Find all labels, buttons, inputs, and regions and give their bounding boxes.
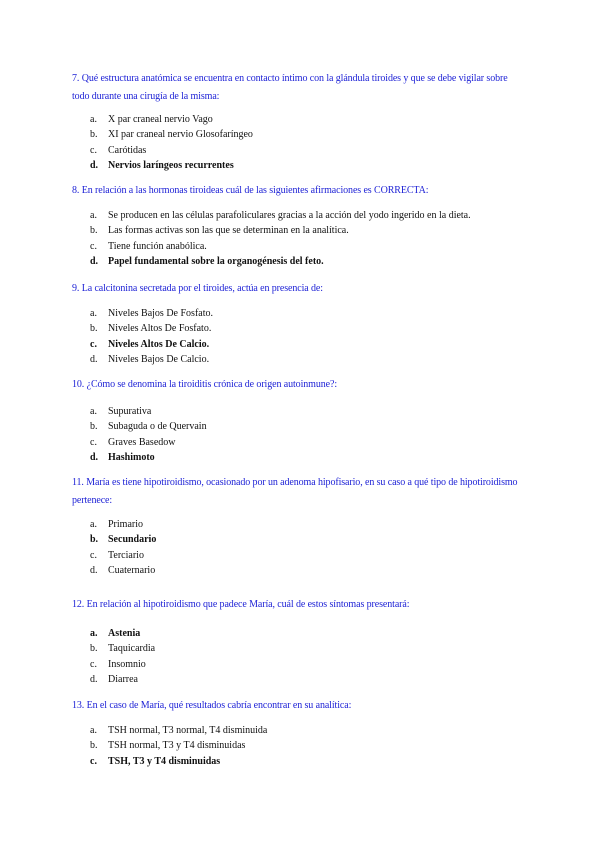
option-text: Las formas activas son las que se determinan en la analítica. bbox=[108, 225, 349, 237]
option-letter: a. bbox=[90, 308, 97, 319]
option-12b bbox=[90, 641, 155, 656]
option-letter: c. bbox=[90, 240, 97, 252]
options-question-11 bbox=[90, 517, 156, 578]
option-letter: a. bbox=[90, 628, 98, 639]
option-8a bbox=[90, 208, 471, 223]
question-11: 11. María es tiene hipotiroidismo, ocasionado por un adenoma hipofisario, en su caso a qué tipo de hipotiroidismo pertenece: bbox=[72, 477, 518, 506]
option-text: Carótidas bbox=[108, 144, 147, 156]
option-11d bbox=[90, 563, 156, 578]
option-text: Niveles Altos De Fosfato. bbox=[108, 323, 212, 335]
option-9a bbox=[90, 306, 213, 321]
option-11b-correct bbox=[90, 532, 156, 547]
option-letter: a. bbox=[90, 406, 97, 417]
option-text: Niveles Altos De Calcio. bbox=[108, 338, 210, 350]
option-7c bbox=[90, 143, 253, 158]
option-text: Supurativa bbox=[108, 406, 152, 417]
option-10b bbox=[90, 419, 207, 434]
option-letter: b. bbox=[90, 323, 98, 335]
option-8b bbox=[90, 223, 471, 238]
option-letter: d. bbox=[90, 353, 98, 365]
option-text: Graves Basedow bbox=[108, 436, 176, 448]
option-text: Papel fundamental sobre la organogénesis del feto. bbox=[108, 255, 324, 267]
option-text: Primario bbox=[108, 519, 143, 530]
option-letter: c. bbox=[90, 144, 97, 156]
option-text: Hashimoto bbox=[108, 451, 155, 463]
option-letter: b. bbox=[90, 740, 98, 752]
option-7a bbox=[90, 112, 253, 127]
option-10c bbox=[90, 435, 207, 450]
option-letter: a. bbox=[90, 519, 97, 530]
option-letter: b. bbox=[90, 421, 98, 433]
option-text: Secundario bbox=[108, 534, 157, 546]
option-letter: c. bbox=[90, 549, 97, 561]
option-letter: b. bbox=[90, 129, 98, 141]
option-12c bbox=[90, 657, 155, 672]
option-8c bbox=[90, 239, 471, 254]
question-12: 12. En relación al hipotiroidismo que padece María, cuál de estos síntomas presentará: bbox=[72, 599, 410, 610]
option-text: XI par craneal nervio Glosofaríngeo bbox=[108, 129, 253, 141]
options-question-10 bbox=[90, 404, 207, 465]
option-10d-correct bbox=[90, 450, 207, 465]
option-13c-correct bbox=[90, 754, 267, 769]
option-9b bbox=[90, 321, 213, 336]
option-text: Niveles Bajos De Fosfato. bbox=[108, 308, 213, 319]
option-text: Nervios laríngeos recurrentes bbox=[108, 159, 234, 171]
option-letter: d. bbox=[90, 159, 99, 171]
option-letter: d. bbox=[90, 451, 99, 463]
option-text: Niveles Bajos De Calcio. bbox=[108, 353, 210, 365]
option-letter: d. bbox=[90, 564, 98, 576]
question-9: 9. La calcitonina secretada por el tiroides, actúa en presencia de: bbox=[72, 283, 323, 294]
question-7: 7. Qué estructura anatómica se encuentra en contacto íntimo con la glándula tiroides y que se debe vigilar sobre todo durante una cirugía de la misma: bbox=[72, 73, 508, 102]
option-11a bbox=[90, 517, 156, 532]
option-text: Cuaternario bbox=[108, 564, 156, 576]
option-text: Astenia bbox=[108, 628, 141, 639]
options-question-7 bbox=[90, 112, 253, 173]
option-7d-correct bbox=[90, 158, 253, 173]
option-letter: b. bbox=[90, 225, 98, 237]
option-text: Taquicardia bbox=[108, 643, 156, 655]
options-question-12 bbox=[90, 626, 155, 687]
option-text: TSH normal, T3 normal, T4 disminuida bbox=[108, 725, 268, 736]
option-letter: b. bbox=[90, 534, 99, 546]
option-9d bbox=[90, 352, 213, 367]
option-letter: c. bbox=[90, 338, 97, 350]
question-10: 10. ¿Cómo se denomina la tiroiditis crónica de origen autoinmune?: bbox=[72, 379, 337, 390]
option-11c bbox=[90, 548, 156, 563]
question-8: 8. En relación a las hormonas tiroideas cuál de las siguientes afirmaciones es CORRECTA: bbox=[72, 185, 429, 196]
option-12d bbox=[90, 672, 155, 687]
option-letter: a. bbox=[90, 210, 97, 221]
option-text: Se producen en las células parafoliculares gracias a la acción del yodo ingerido en la dieta. bbox=[108, 210, 471, 221]
option-letter: c. bbox=[90, 755, 97, 767]
option-letter: d. bbox=[90, 673, 98, 685]
options-question-8 bbox=[90, 208, 471, 269]
question-13: 13. En el caso de María, qué resultados cabría encontrar en su analítica: bbox=[72, 700, 352, 711]
option-letter: c. bbox=[90, 658, 97, 670]
option-letter: b. bbox=[90, 643, 98, 655]
options-question-9 bbox=[90, 306, 213, 367]
option-text: Tiene función anabólica. bbox=[108, 240, 207, 252]
option-text: Insomnio bbox=[108, 658, 146, 670]
option-text: TSH normal, T3 y T4 disminuidas bbox=[108, 740, 246, 752]
option-8d-correct bbox=[90, 254, 471, 269]
option-text: X par craneal nervio Vago bbox=[108, 114, 213, 125]
option-text: Diarrea bbox=[108, 673, 138, 685]
option-text: Terciario bbox=[108, 549, 144, 561]
option-letter: a. bbox=[90, 114, 97, 125]
option-letter: c. bbox=[90, 436, 97, 448]
option-9c-correct bbox=[90, 337, 213, 352]
option-letter: a. bbox=[90, 725, 97, 736]
option-13b bbox=[90, 738, 267, 753]
option-10a bbox=[90, 404, 207, 419]
options-question-13 bbox=[90, 723, 267, 769]
option-letter: d. bbox=[90, 255, 99, 267]
option-text: Subaguda o de Quervain bbox=[108, 421, 207, 433]
option-13a bbox=[90, 723, 267, 738]
option-7b bbox=[90, 127, 253, 142]
option-text: TSH, T3 y T4 disminuidas bbox=[108, 755, 221, 767]
option-12a-correct bbox=[90, 626, 155, 641]
